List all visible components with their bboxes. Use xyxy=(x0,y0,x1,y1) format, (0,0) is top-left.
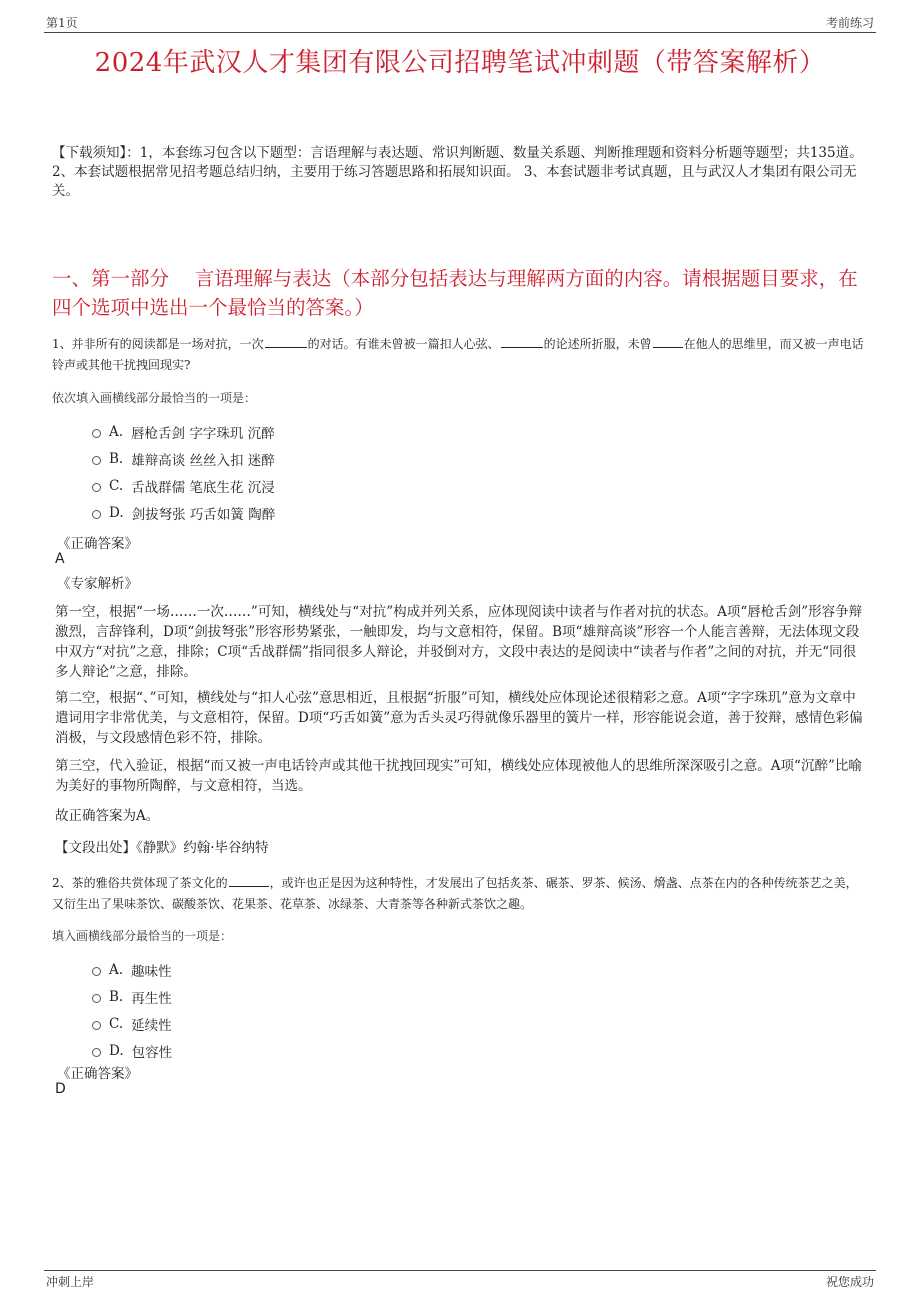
q1-text-part-c: 的论述所折服，未曾 xyxy=(543,337,652,351)
q1-blank-2 xyxy=(501,335,543,348)
q1-answer: A xyxy=(55,551,65,567)
radio-icon[interactable] xyxy=(92,994,101,1003)
q1-analysis-paragraph-2: 第二空，根据“、”可知，横线处与“扣人心弦”意思相近，且根据“折服”可知，横线处应体现论述很精彩之意。A项“字字珠玑”意为文章中遣词用字非常优美，与文意相符，保留。D项“巧舌如簧”意为舌头灵巧得就像乐器里的簧片一样，形容能说会道，善于狡辩，感情色彩偏消极，与文段感情色彩不符，排除。 xyxy=(55,690,863,746)
q1-prompt: 依次填入画横线部分最恰当的一项是： xyxy=(52,391,257,405)
q2-text-part-b: ，或许也正是因为这种特性，才发展出了包括炙茶、碾茶、罗茶、候汤、熁盏、点茶在内的各种传统茶艺之美，又衍生出了果味茶饮、碳酸茶饮、花果茶、花草茶、冰绿茶、大青茶等各种新式茶饮之趣。 xyxy=(52,876,858,911)
q1-text-part-d: 在他人的思维里，而又被一声电话铃声或其他干扰拽回现实? xyxy=(52,337,864,372)
q2-answer-label: 《正确答案》 xyxy=(57,1066,138,1082)
radio-icon[interactable] xyxy=(92,967,101,976)
q2-prompt: 填入画横线部分最恰当的一项是： xyxy=(52,929,233,943)
q1-blank-3 xyxy=(653,335,683,348)
q2-option-a[interactable] xyxy=(92,956,172,983)
q2-text-part-a: 2、茶的雅俗共赏体现了茶文化的 xyxy=(52,876,228,890)
q1-option-c[interactable] xyxy=(92,472,275,499)
radio-icon[interactable] xyxy=(92,510,101,519)
q2-blank-1 xyxy=(229,874,269,887)
q2-options xyxy=(92,956,172,1064)
q1-analysis-paragraph-1: 第一空，根据“一场……一次……”可知，横线处与“对抗”构成并列关系，应体现阅读中读者与作者对抗的状态。A项“唇枪舌剑”形容争辩激烈，言辞锋利，D项“剑拔弩张”形容形势紧张，一触即发，均与文意相符，保留。B项“雄辩高谈”形容一个人能言善辩，无法体现文段中双方“对抗”之意，排除；C项“舌战群儒”指同很多人辩论，并驳倒对方，文段中表达的是阅读中“读者与作者”之间的对抗，并无“同很多人辩论”之意，排除。 xyxy=(55,604,863,680)
footer-left-label: 冲刺上岸 xyxy=(46,1275,95,1289)
q2-option-c[interactable] xyxy=(92,1010,172,1037)
q1-option-d[interactable] xyxy=(92,499,275,526)
option-text: 再生性 xyxy=(131,990,172,1007)
radio-icon[interactable] xyxy=(92,456,101,465)
footer-divider xyxy=(44,1270,876,1271)
option-letter: D. xyxy=(109,504,124,521)
option-letter: A. xyxy=(109,961,124,978)
option-letter: C. xyxy=(109,477,124,494)
footer-right-label: 祝您成功 xyxy=(825,1275,874,1289)
q1-analysis-paragraph-3: 第三空，代入验证，根据“而又被一声电话铃声或其他干扰拽回现实”可知，横线处应体现被他人的思维所深深吸引之意。A项“沉醉”比喻为美好的事物所陶醉，与文意相符，当选。 xyxy=(55,758,862,794)
option-text: 趣味性 xyxy=(131,963,172,980)
option-text: 雄辩高谈 丝丝入扣 迷醉 xyxy=(131,452,275,469)
option-letter: A. xyxy=(109,423,124,440)
q1-analysis-conclusion: 故正确答案为A。 xyxy=(55,808,160,824)
download-notice: 【下载须知】：1，本套练习包含以下题型：言语理解与表达题、常识判断题、数量关系题、判断推理题和资料分析题等题型；共135道。 2、本套试题根据常见招考题总结归纳，主要用于练习答题思路和拓展知识面。 3、本套试题非考试真题，且与武汉人才集团有限公司无关。 xyxy=(52,145,863,199)
option-letter: B. xyxy=(109,988,124,1005)
option-text: 唇枪舌剑 字字珠玑 沉醉 xyxy=(131,425,275,442)
option-text: 舌战群儒 笔底生花 沉浸 xyxy=(131,479,275,496)
q1-answer-label: 《正确答案》 xyxy=(57,536,138,552)
q2-option-b[interactable] xyxy=(92,983,172,1010)
q1-options xyxy=(92,418,275,526)
page-title: 2024年武汉人才集团有限公司招聘笔试冲刺题（带答案解析） xyxy=(94,48,826,78)
page-number: 第1页 xyxy=(46,16,78,30)
q1-source: 【文段出处】《静默》约翰·毕谷纳特 xyxy=(55,840,269,856)
radio-icon[interactable] xyxy=(92,1021,101,1030)
question-2-text xyxy=(52,873,868,915)
header-divider xyxy=(44,32,876,33)
q2-option-d[interactable] xyxy=(92,1037,172,1064)
q1-text-part-b: 的对话。有谁未曾被一篇扣人心弦、 xyxy=(307,337,500,351)
q1-blank-1 xyxy=(265,335,307,348)
question-1-text xyxy=(52,334,868,376)
header-label: 考前练习 xyxy=(825,16,874,30)
section-heading: 一、第一部分 言语理解与表达（本部分包括表达与理解两方面的内容。请根据题目要求，在四个选项中选出一个最恰当的答案。） xyxy=(52,267,858,319)
q1-option-b[interactable] xyxy=(92,445,275,472)
q1-analysis-label: 《专家解析》 xyxy=(57,576,138,592)
radio-icon[interactable] xyxy=(92,1048,101,1057)
option-text: 延续性 xyxy=(131,1017,172,1034)
q1-text-part-a: 1、并非所有的阅读都是一场对抗，一次 xyxy=(52,337,264,351)
radio-icon[interactable] xyxy=(92,483,101,492)
option-text: 包容性 xyxy=(131,1044,173,1061)
option-text: 剑拔弩张 巧舌如簧 陶醉 xyxy=(131,506,276,523)
option-letter: D. xyxy=(109,1042,124,1059)
option-letter: B. xyxy=(109,450,124,467)
radio-icon[interactable] xyxy=(92,429,101,438)
option-letter: C. xyxy=(109,1015,124,1032)
q1-option-a[interactable] xyxy=(92,418,275,445)
q2-answer: D xyxy=(55,1081,66,1097)
